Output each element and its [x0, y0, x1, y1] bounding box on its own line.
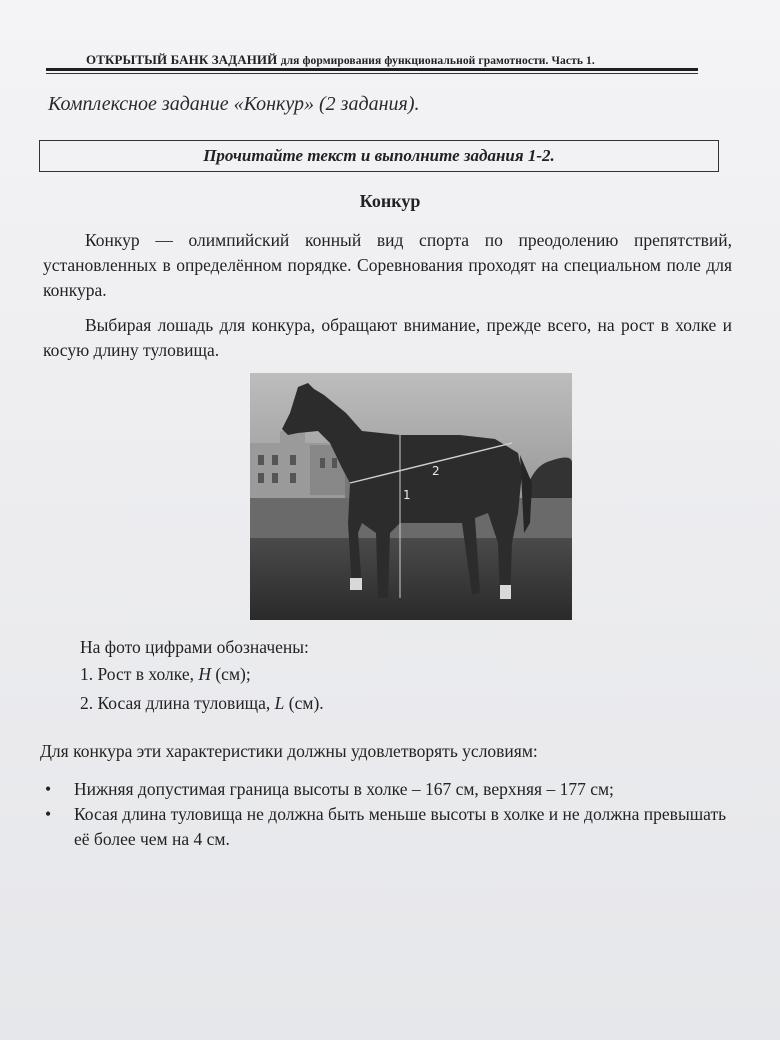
page-header — [86, 52, 698, 68]
bullet-dot: • — [45, 804, 52, 824]
task-subtitle: Комплексное задание «Конкур» (2 задания). — [48, 93, 420, 115]
conditions-intro: Для конкура эти характеристики должны удовлетворять условиям: — [40, 741, 538, 761]
label-2: 2 — [432, 464, 440, 478]
condition-text-1: Нижняя допустимая граница высоты в холке – 167 см, верхняя – 177 см; — [74, 779, 614, 799]
list-item — [45, 777, 735, 802]
caption-item-1-prefix: 1. Рост в холке, — [80, 664, 199, 684]
text-title: Конкур — [359, 191, 421, 211]
list-item — [45, 802, 735, 852]
header-rule-thick — [46, 68, 698, 71]
label-1: 1 — [403, 488, 411, 502]
caption-item-1-suffix: (см); — [210, 664, 251, 684]
header-rest: для формирования функциональной грамотности. Часть 1. — [280, 55, 595, 67]
paragraph-1: Конкур — олимпийский конный вид спорта по преодолению препятствий, установленных в определённом порядке. Соревнования проходят на специальном поле для конкура. — [43, 230, 732, 300]
instruction-text: Прочитайте текст и выполните задания 1-2. — [203, 146, 555, 165]
bullet-dot: • — [45, 779, 52, 799]
photo-ground — [250, 538, 572, 620]
var-h: H — [198, 664, 211, 684]
caption-item-2-prefix: 2. Косая длина туловища, — [80, 693, 275, 713]
instruction-box — [39, 140, 719, 172]
header-main: ОТКРЫТЫЙ БАНК ЗАДАНИЙ — [86, 52, 278, 67]
conditions-list — [45, 777, 735, 852]
caption-item-2 — [80, 693, 324, 714]
paragraph-2: Выбирая лошадь для конкура, обращают внимание, прежде всего, на рост в холке и косую длину туловища. — [43, 315, 732, 360]
caption-intro: На фото цифрами обозначены: — [80, 637, 309, 657]
caption-item-2-suffix: (см). — [284, 693, 324, 713]
horse-photo — [250, 373, 572, 620]
header-rule-thin — [46, 73, 698, 74]
var-l: L — [274, 693, 285, 713]
condition-text-2: Косая длина туловища не должна быть меньше высоты в холке и не должна превышать её более чем на 4 см. — [74, 804, 727, 849]
caption-item-1 — [80, 664, 251, 685]
